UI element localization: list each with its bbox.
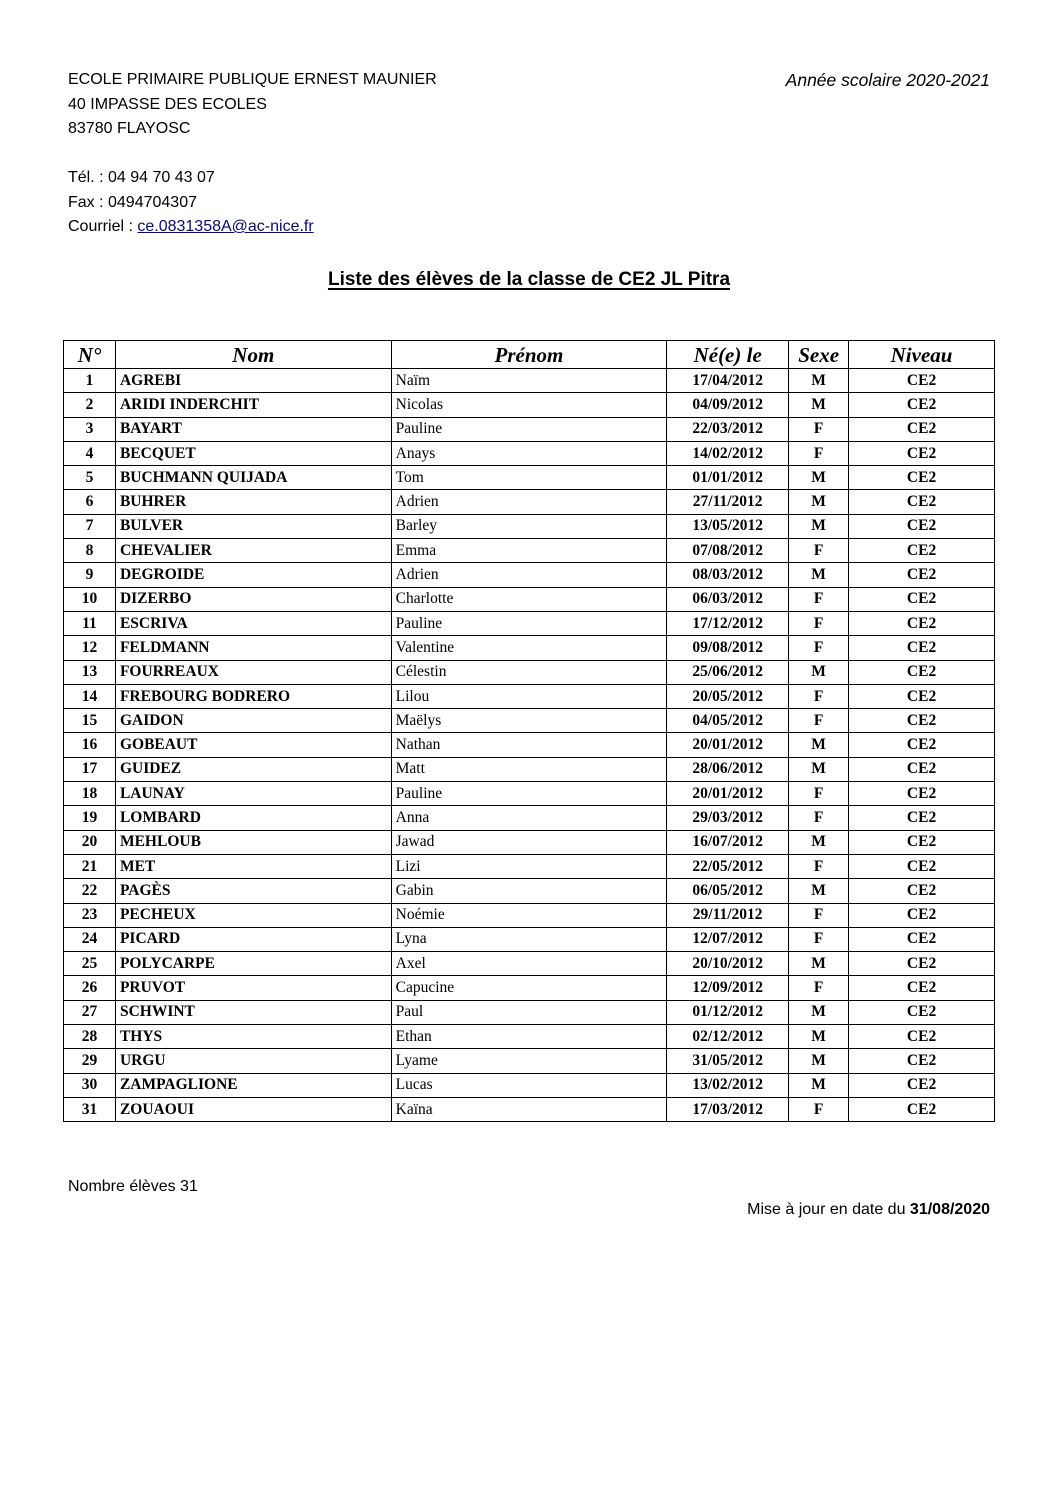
table-row <box>64 903 995 927</box>
cell-nom: GUIDEZ <box>115 757 391 781</box>
cell-num: 26 <box>64 976 116 1000</box>
table-row <box>64 441 995 465</box>
cell-num: 17 <box>64 757 116 781</box>
cell-prenom: Capucine <box>391 976 667 1000</box>
cell-prenom: Valentine <box>391 636 667 660</box>
cell-prenom: Noémie <box>391 903 667 927</box>
cell-num: 31 <box>64 1097 116 1121</box>
cell-sexe: M <box>789 466 849 490</box>
table-row <box>64 952 995 976</box>
cell-sexe: F <box>789 441 849 465</box>
cell-date: 06/05/2012 <box>667 879 789 903</box>
cell-nom: POLYCARPE <box>115 952 391 976</box>
cell-niveau: CE2 <box>849 684 995 708</box>
cell-niveau: CE2 <box>849 1073 995 1097</box>
cell-nom: SCHWINT <box>115 1000 391 1024</box>
cell-prenom: Adrien <box>391 490 667 514</box>
cell-sexe: M <box>789 1025 849 1049</box>
cell-num: 30 <box>64 1073 116 1097</box>
cell-num: 25 <box>64 952 116 976</box>
cell-niveau: CE2 <box>849 563 995 587</box>
cell-sexe: F <box>789 417 849 441</box>
table-row <box>64 587 995 611</box>
cell-prenom: Naïm <box>391 369 667 393</box>
cell-num: 29 <box>64 1049 116 1073</box>
cell-sexe: M <box>789 514 849 538</box>
page-title-text: Liste des élèves de la classe de CE2 JL Pitra <box>327 269 731 290</box>
cell-sexe: F <box>789 709 849 733</box>
cell-num: 20 <box>64 830 116 854</box>
cell-niveau: CE2 <box>849 976 995 1000</box>
table-row <box>64 854 995 878</box>
cell-sexe: M <box>789 733 849 757</box>
cell-niveau: CE2 <box>849 806 995 830</box>
cell-nom: BUCHMANN QUIJADA <box>115 466 391 490</box>
cell-niveau: CE2 <box>849 490 995 514</box>
school-info <box>68 68 437 240</box>
cell-sexe: F <box>789 539 849 563</box>
cell-date: 20/05/2012 <box>667 684 789 708</box>
cell-prenom: Célestin <box>391 660 667 684</box>
table-row <box>64 757 995 781</box>
cell-prenom: Pauline <box>391 782 667 806</box>
cell-sexe: M <box>789 393 849 417</box>
cell-date: 22/05/2012 <box>667 854 789 878</box>
cell-niveau: CE2 <box>849 782 995 806</box>
cell-num: 15 <box>64 709 116 733</box>
school-fax: Fax : 0494704307 <box>68 193 197 211</box>
cell-prenom: Matt <box>391 757 667 781</box>
cell-num: 16 <box>64 733 116 757</box>
school-email-line <box>68 215 437 240</box>
cell-date: 16/07/2012 <box>667 830 789 854</box>
cell-date: 14/02/2012 <box>667 441 789 465</box>
cell-date: 01/12/2012 <box>667 1000 789 1024</box>
cell-date: 31/05/2012 <box>667 1049 789 1073</box>
cell-num: 23 <box>64 903 116 927</box>
cell-niveau: CE2 <box>849 879 995 903</box>
cell-prenom: Paul <box>391 1000 667 1024</box>
cell-date: 25/06/2012 <box>667 660 789 684</box>
cell-sexe: F <box>789 903 849 927</box>
cell-num: 4 <box>64 441 116 465</box>
cell-date: 04/05/2012 <box>667 709 789 733</box>
cell-niveau: CE2 <box>849 733 995 757</box>
cell-prenom: Lizi <box>391 854 667 878</box>
cell-prenom: Barley <box>391 514 667 538</box>
cell-nom: AGREBI <box>115 369 391 393</box>
cell-date: 20/01/2012 <box>667 782 789 806</box>
table-row <box>64 927 995 951</box>
school-address: 40 IMPASSE DES ECOLES <box>68 95 267 113</box>
cell-sexe: M <box>789 952 849 976</box>
cell-sexe: F <box>789 806 849 830</box>
table-body <box>64 369 995 1122</box>
page-title <box>0 269 1058 291</box>
cell-nom: PICARD <box>115 927 391 951</box>
table-row <box>64 660 995 684</box>
cell-niveau: CE2 <box>849 903 995 927</box>
table-row <box>64 684 995 708</box>
cell-prenom: Adrien <box>391 563 667 587</box>
cell-niveau: CE2 <box>849 1000 995 1024</box>
cell-date: 22/03/2012 <box>667 417 789 441</box>
cell-nom: MEHLOUB <box>115 830 391 854</box>
cell-sexe: F <box>789 927 849 951</box>
table-row <box>64 369 995 393</box>
cell-num: 13 <box>64 660 116 684</box>
cell-nom: BULVER <box>115 514 391 538</box>
table-row <box>64 806 995 830</box>
cell-prenom: Tom <box>391 466 667 490</box>
cell-prenom: Gabin <box>391 879 667 903</box>
cell-nom: GAIDON <box>115 709 391 733</box>
table-header-row <box>64 341 995 369</box>
cell-niveau: CE2 <box>849 369 995 393</box>
cell-date: 29/11/2012 <box>667 903 789 927</box>
cell-nom: ZOUAOUI <box>115 1097 391 1121</box>
cell-nom: URGU <box>115 1049 391 1073</box>
cell-num: 2 <box>64 393 116 417</box>
cell-prenom: Kaïna <box>391 1097 667 1121</box>
table-row <box>64 830 995 854</box>
cell-prenom: Anays <box>391 441 667 465</box>
cell-nom: FREBOURG BODRERO <box>115 684 391 708</box>
cell-prenom: Nicolas <box>391 393 667 417</box>
table-row <box>64 417 995 441</box>
cell-nom: FELDMANN <box>115 636 391 660</box>
cell-nom: BECQUET <box>115 441 391 465</box>
cell-date: 17/04/2012 <box>667 369 789 393</box>
table-row <box>64 393 995 417</box>
cell-niveau: CE2 <box>849 709 995 733</box>
cell-num: 8 <box>64 539 116 563</box>
cell-sexe: F <box>789 587 849 611</box>
cell-niveau: CE2 <box>849 539 995 563</box>
cell-nom: CHEVALIER <box>115 539 391 563</box>
cell-niveau: CE2 <box>849 660 995 684</box>
cell-sexe: F <box>789 854 849 878</box>
cell-prenom: Nathan <box>391 733 667 757</box>
cell-sexe: F <box>789 684 849 708</box>
cell-sexe: F <box>789 976 849 1000</box>
table-row <box>64 976 995 1000</box>
cell-nom: DIZERBO <box>115 587 391 611</box>
cell-nom: THYS <box>115 1025 391 1049</box>
cell-nom: PECHEUX <box>115 903 391 927</box>
cell-sexe: M <box>789 1000 849 1024</box>
cell-niveau: CE2 <box>849 1049 995 1073</box>
cell-prenom: Pauline <box>391 417 667 441</box>
cell-nom: BAYART <box>115 417 391 441</box>
cell-prenom: Jawad <box>391 830 667 854</box>
cell-niveau: CE2 <box>849 587 995 611</box>
table-row <box>64 1049 995 1073</box>
cell-nom: GOBEAUT <box>115 733 391 757</box>
cell-nom: MET <box>115 854 391 878</box>
cell-niveau: CE2 <box>849 611 995 635</box>
cell-sexe: F <box>789 611 849 635</box>
cell-sexe: F <box>789 636 849 660</box>
update-date: 31/08/2020 <box>909 1201 990 1218</box>
cell-prenom: Charlotte <box>391 587 667 611</box>
cell-date: 06/03/2012 <box>667 587 789 611</box>
cell-date: 04/09/2012 <box>667 393 789 417</box>
cell-sexe: M <box>789 830 849 854</box>
table-row <box>64 514 995 538</box>
students-table <box>63 340 995 1122</box>
cell-date: 09/08/2012 <box>667 636 789 660</box>
cell-date: 27/11/2012 <box>667 490 789 514</box>
cell-prenom: Anna <box>391 806 667 830</box>
table-row <box>64 709 995 733</box>
cell-num: 1 <box>64 369 116 393</box>
cell-num: 5 <box>64 466 116 490</box>
cell-num: 21 <box>64 854 116 878</box>
table-row <box>64 879 995 903</box>
cell-nom: LOMBARD <box>115 806 391 830</box>
cell-date: 12/09/2012 <box>667 976 789 1000</box>
cell-num: 3 <box>64 417 116 441</box>
cell-date: 29/03/2012 <box>667 806 789 830</box>
cell-niveau: CE2 <box>849 1097 995 1121</box>
cell-nom: PRUVOT <box>115 976 391 1000</box>
cell-num: 6 <box>64 490 116 514</box>
cell-nom: ESCRIVA <box>115 611 391 635</box>
cell-date: 20/10/2012 <box>667 952 789 976</box>
cell-date: 13/02/2012 <box>667 1073 789 1097</box>
header-niveau: Niveau <box>849 341 995 369</box>
cell-niveau: CE2 <box>849 757 995 781</box>
cell-niveau: CE2 <box>849 417 995 441</box>
cell-date: 07/08/2012 <box>667 539 789 563</box>
cell-prenom: Lilou <box>391 684 667 708</box>
table-row <box>64 733 995 757</box>
cell-prenom: Ethan <box>391 1025 667 1049</box>
cell-date: 01/01/2012 <box>667 466 789 490</box>
table-row <box>64 490 995 514</box>
cell-nom: LAUNAY <box>115 782 391 806</box>
table-row <box>64 1000 995 1024</box>
header-num: N° <box>64 341 116 369</box>
cell-niveau: CE2 <box>849 1025 995 1049</box>
cell-niveau: CE2 <box>849 441 995 465</box>
cell-sexe: M <box>789 757 849 781</box>
cell-num: 10 <box>64 587 116 611</box>
cell-nom: FOURREAUX <box>115 660 391 684</box>
cell-date: 12/07/2012 <box>667 927 789 951</box>
cell-num: 28 <box>64 1025 116 1049</box>
cell-num: 7 <box>64 514 116 538</box>
spacer <box>68 142 437 167</box>
cell-num: 14 <box>64 684 116 708</box>
cell-num: 24 <box>64 927 116 951</box>
school-year: Année scolaire 2020-2021 <box>785 70 990 90</box>
email-link[interactable]: ce.0831358A@ac-nice.fr <box>137 218 314 235</box>
cell-num: 22 <box>64 879 116 903</box>
email-label: Courriel : <box>68 218 138 235</box>
cell-sexe: M <box>789 490 849 514</box>
cell-niveau: CE2 <box>849 927 995 951</box>
cell-prenom: Emma <box>391 539 667 563</box>
cell-niveau: CE2 <box>849 952 995 976</box>
header-prenom: Prénom <box>391 341 667 369</box>
cell-sexe: M <box>789 369 849 393</box>
cell-date: 13/05/2012 <box>667 514 789 538</box>
cell-niveau: CE2 <box>849 514 995 538</box>
cell-prenom: Lyame <box>391 1049 667 1073</box>
table-row <box>64 466 995 490</box>
cell-sexe: F <box>789 1097 849 1121</box>
cell-nom: ARIDI INDERCHIT <box>115 393 391 417</box>
table-row <box>64 539 995 563</box>
cell-niveau: CE2 <box>849 393 995 417</box>
cell-prenom: Lucas <box>391 1073 667 1097</box>
header-sexe: Sexe <box>789 341 849 369</box>
cell-sexe: M <box>789 1049 849 1073</box>
cell-sexe: M <box>789 1073 849 1097</box>
cell-prenom: Pauline <box>391 611 667 635</box>
cell-niveau: CE2 <box>849 854 995 878</box>
cell-date: 17/03/2012 <box>667 1097 789 1121</box>
student-count: Nombre élèves 31 <box>68 1178 198 1195</box>
cell-prenom: Lyna <box>391 927 667 951</box>
cell-sexe: M <box>789 879 849 903</box>
cell-num: 11 <box>64 611 116 635</box>
update-note <box>747 1201 990 1219</box>
cell-sexe: F <box>789 782 849 806</box>
school-city: 83780 FLAYOSC <box>68 120 191 137</box>
cell-num: 19 <box>64 806 116 830</box>
table-row <box>64 611 995 635</box>
table-row <box>64 782 995 806</box>
update-label: Mise à jour en date du <box>747 1201 910 1218</box>
cell-niveau: CE2 <box>849 466 995 490</box>
cell-num: 9 <box>64 563 116 587</box>
cell-niveau: CE2 <box>849 636 995 660</box>
cell-date: 20/01/2012 <box>667 733 789 757</box>
school-name: ECOLE PRIMAIRE PUBLIQUE ERNEST MAUNIER <box>68 71 437 88</box>
table-row <box>64 1025 995 1049</box>
cell-nom: ZAMPAGLIONE <box>115 1073 391 1097</box>
school-phone: Tél. : 04 94 70 43 07 <box>68 169 215 186</box>
cell-nom: DEGROIDE <box>115 563 391 587</box>
cell-num: 18 <box>64 782 116 806</box>
cell-num: 27 <box>64 1000 116 1024</box>
cell-date: 28/06/2012 <box>667 757 789 781</box>
cell-prenom: Maëlys <box>391 709 667 733</box>
cell-num: 12 <box>64 636 116 660</box>
cell-prenom: Axel <box>391 952 667 976</box>
header-nom: Nom <box>115 341 391 369</box>
cell-niveau: CE2 <box>849 830 995 854</box>
cell-date: 17/12/2012 <box>667 611 789 635</box>
cell-sexe: M <box>789 563 849 587</box>
cell-date: 02/12/2012 <box>667 1025 789 1049</box>
table-row <box>64 563 995 587</box>
table-row <box>64 636 995 660</box>
cell-sexe: M <box>789 660 849 684</box>
cell-nom: BUHRER <box>115 490 391 514</box>
table-row <box>64 1097 995 1121</box>
cell-nom: PAGÈS <box>115 879 391 903</box>
table-row <box>64 1073 995 1097</box>
cell-date: 08/03/2012 <box>667 563 789 587</box>
header-date: Né(e) le <box>667 341 789 369</box>
